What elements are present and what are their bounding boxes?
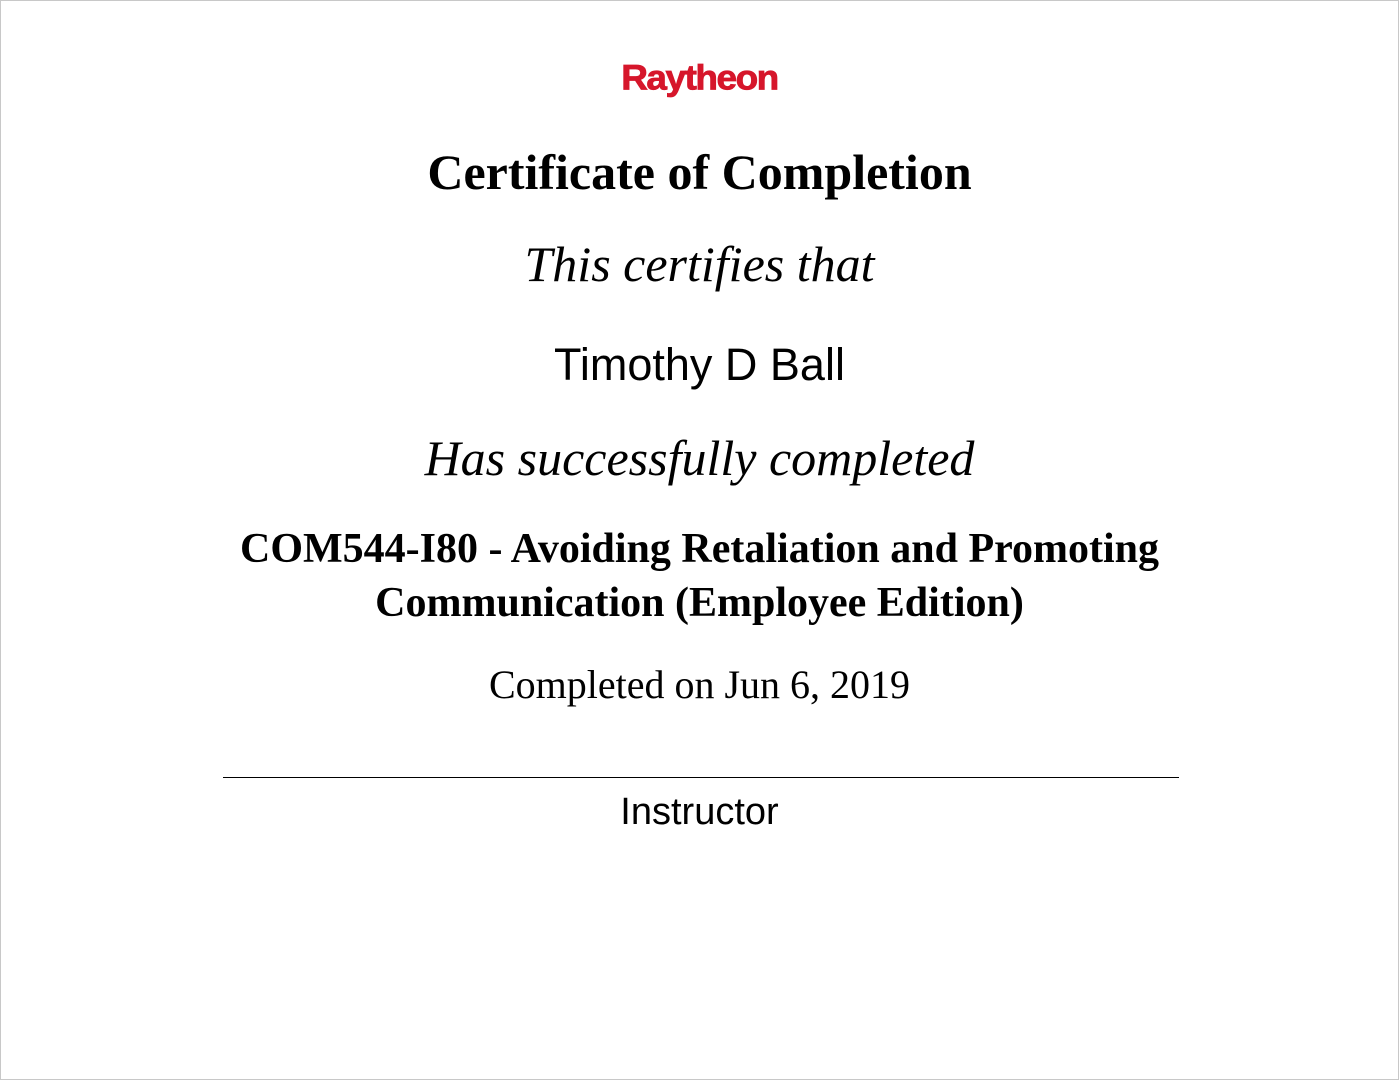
course-title-line-2: Communication (Employee Edition) [375, 580, 1024, 626]
recipient-name: Timothy D Ball [554, 339, 845, 390]
course-title [1, 522, 1398, 630]
signature-line [223, 777, 1179, 778]
certifies-phrase: This certifies that [524, 236, 875, 292]
completion-date: Completed on Jun 6, 2019 [488, 662, 911, 707]
certificate-title: Certificate of Completion [427, 144, 972, 200]
completion-phrase: Has successfully completed [424, 430, 975, 486]
course-title-line-1: COM544-I80 - Avoiding Retaliation and Promoting [240, 526, 1159, 572]
instructor-label: Instructor [620, 791, 779, 833]
raytheon-logo: Raytheon [621, 58, 778, 97]
